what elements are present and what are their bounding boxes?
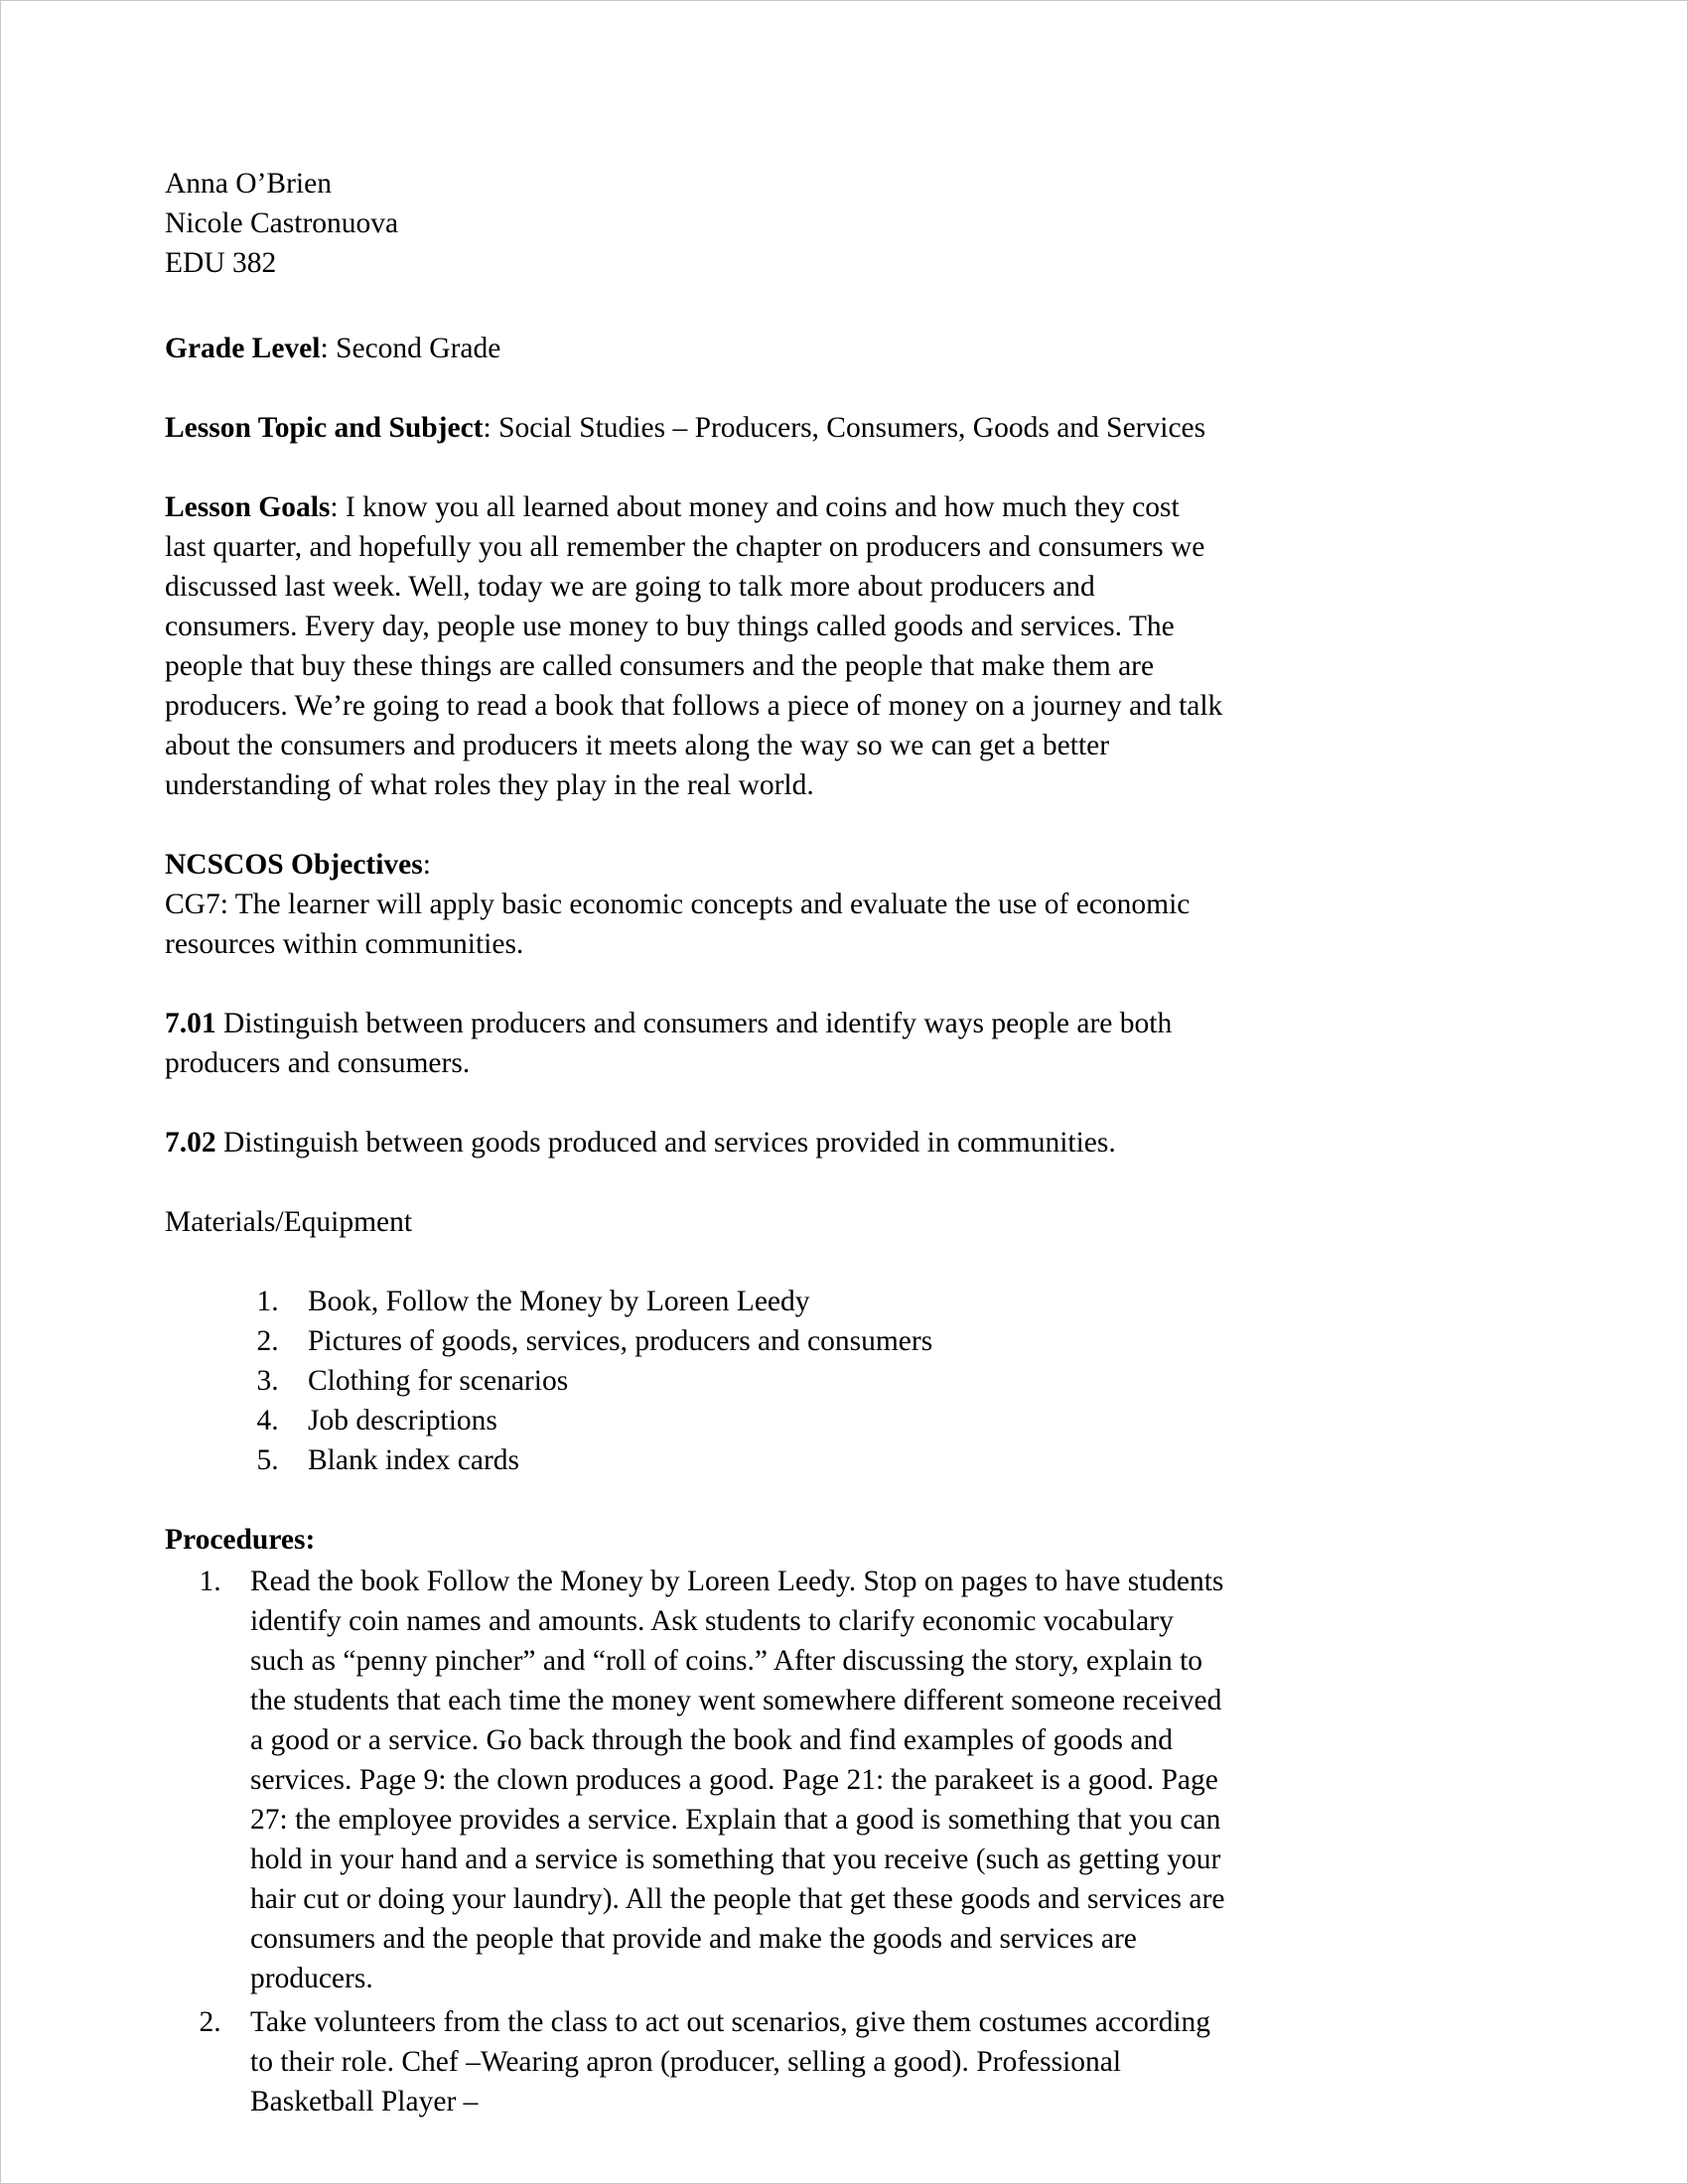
- grade-level-separator: :: [320, 333, 337, 364]
- lesson-topic-value: Social Studies – Producers, Consumers, Goods and Services: [498, 412, 1206, 444]
- objective-7-02-code: 7.02: [165, 1127, 216, 1159]
- list-item: 2. Pictures of goods, services, producers and consumers: [286, 1321, 1227, 1361]
- materials-heading: Materials/Equipment: [165, 1206, 413, 1238]
- list-item: 4. Job descriptions: [286, 1401, 1227, 1440]
- lesson-goals-value: I know you all learned about money and coins and how much they cost last quarter, and hopefully you all remember the chapter on producers and consumers we discussed last week. Well, today we are going to talk more about producers and consumers. Every day, people use money to buy things called goods and services. The people that buy these things are called consumers and the people that make them are producers. We’re going to read a book that follows a piece of money on a journey and talk about the consumers and producers it meets along the way so we can get a better understanding of what roles they play in the real world.: [165, 491, 1223, 801]
- objective-7-01-text: Distinguish between producers and consumers and identify ways people are both producers and consumers.: [165, 1008, 1173, 1079]
- lesson-goals-separator: :: [330, 491, 346, 523]
- objectives-heading: [165, 845, 1227, 885]
- grade-level-value: Second Grade: [336, 333, 501, 364]
- list-item: 2. Take volunteers from the class to act out scenarios, give them costumes according to their role. Chef –Wearing apron (producer, selling a good). Professional Basketball Player –: [228, 2002, 1227, 2121]
- list-item: 1. Read the book Follow the Money by Loreen Leedy. Stop on pages to have students identify coin names and amounts. Ask students to clarify economic vocabulary such as “penny pincher” and “roll of coins.” After discussing the story, explain to the students that each time the money went somewhere different someone received a good or a service. Go back through the book and find examples of goods and services. Page 9: the clown produces a good. Page 21: the parakeet is a good. Page 27: the employee provides a service. Explain that a good is something that you can hold in your hand and a service is something that you receive (such as getting your hair cut or doing your laundry). All the people that get these goods and services are consumers and the people that provide and make the goods and services are producers.: [228, 1562, 1227, 1998]
- document-body: [165, 164, 1227, 2125]
- objectives-label: NCSCOS Objectives: [165, 849, 423, 881]
- list-item: 3. Clothing for scenarios: [286, 1361, 1227, 1401]
- materials-list: [165, 1282, 1227, 1480]
- objective-7-02: [165, 1123, 1227, 1162]
- lesson-goals-label: Lesson Goals: [165, 491, 331, 523]
- procedures-list: [165, 1562, 1227, 2121]
- lesson-topic-line: [165, 408, 1227, 448]
- grade-level-line: [165, 329, 1227, 368]
- author-name-2: Nicole Castronuova: [165, 207, 399, 239]
- objective-7-01: [165, 1004, 1227, 1083]
- author-name-1: Anna O’Brien: [165, 168, 332, 200]
- lesson-topic-separator: :: [483, 412, 499, 444]
- objective-7-01-code: 7.01: [165, 1008, 216, 1039]
- lesson-topic-label: Lesson Topic and Subject: [165, 412, 484, 444]
- objectives-separator: :: [422, 849, 431, 881]
- author-block: [165, 164, 1227, 283]
- lesson-goals-paragraph: [165, 487, 1227, 805]
- list-item: 1. Book, Follow the Money by Loreen Leedy: [286, 1282, 1227, 1321]
- grade-level-label: Grade Level: [165, 333, 321, 364]
- course-code: EDU 382: [165, 247, 277, 279]
- procedures-heading: Procedures:: [165, 1524, 316, 1556]
- objective-7-02-text: Distinguish between goods produced and services provided in communities.: [215, 1127, 1116, 1159]
- objective-cg7: CG7: The learner will apply basic economic concepts and evaluate the use of economic resources within communities.: [165, 888, 1191, 960]
- list-item: 5. Blank index cards: [286, 1440, 1227, 1480]
